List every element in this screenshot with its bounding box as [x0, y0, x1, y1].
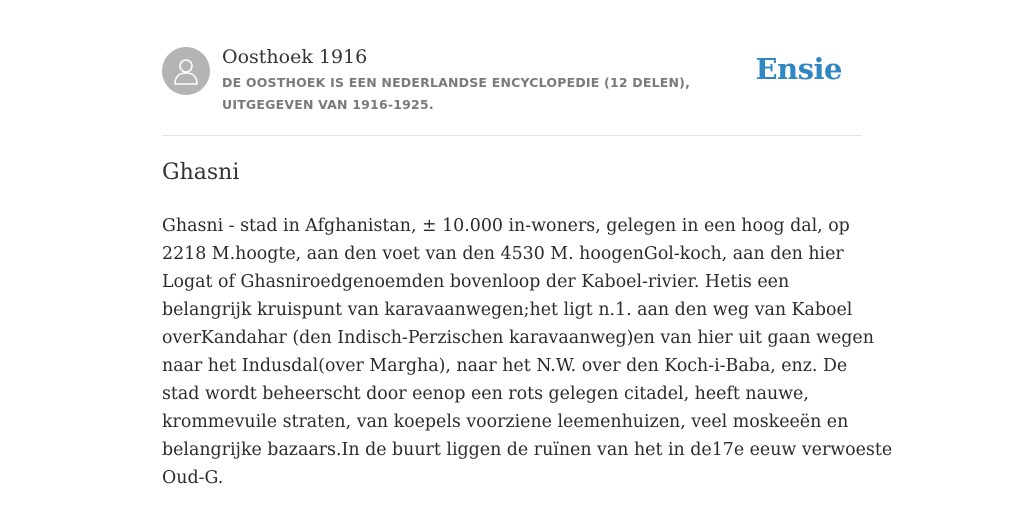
entry-body-line: belangrijke bazaars.In de buurt liggen de ruïnen van het in de17e eeuw verwoeste	[162, 440, 893, 460]
entry-body-line: 2218 M.hoogte, aan den voet van den 4530 M. hoogenGol-koch, aan den hier	[162, 244, 844, 264]
entry-body-line: Oud-G.	[162, 468, 224, 488]
entry-body	[162, 212, 893, 492]
page-container	[162, 0, 893, 488]
entry-body-line: overKandahar (den Indisch-Perzischen karavaanweg)en van hier uit gaan wegen	[162, 328, 874, 348]
entry-body-line: belangrijk kruispunt van karavaanwegen;het ligt n.1. aan den weg van Kaboel	[162, 300, 853, 320]
entry-body-line: krommevuile straten, van koepels voorziene leemenhuizen, veel moskeeën en	[162, 412, 849, 432]
entry-body-line: Ghasni - stad in Afghanistan, ± 10.000 in-woners, gelegen in een hoog dal, op	[162, 216, 850, 236]
source-title[interactable]: Oosthoek 1916	[222, 46, 368, 68]
source-header	[162, 0, 862, 136]
source-description: DE OOSTHOEK IS EEN NEDERLANDSE ENCYCLOPEDIE (12 DELEN), UITGEGEVEN VAN 1916-1925.	[222, 75, 691, 112]
entry-body-line: stad wordt beheerscht door eenop een rots gelegen citadel, heeft nauwe,	[162, 384, 809, 404]
ensie-logo[interactable]: Ensie	[755, 52, 842, 86]
source-avatar[interactable]	[162, 47, 210, 95]
entry-title: Ghasni	[162, 160, 240, 185]
entry-body-line: Logat of Ghasniroedgenoemden bovenloop der Kaboel-rivier. Hetis een	[162, 272, 790, 292]
user-silhouette-icon	[172, 56, 200, 86]
entry-body-line: naar het Indusdal(over Margha), naar het N.W. over den Koch-i-Baba, enz. De	[162, 356, 848, 376]
